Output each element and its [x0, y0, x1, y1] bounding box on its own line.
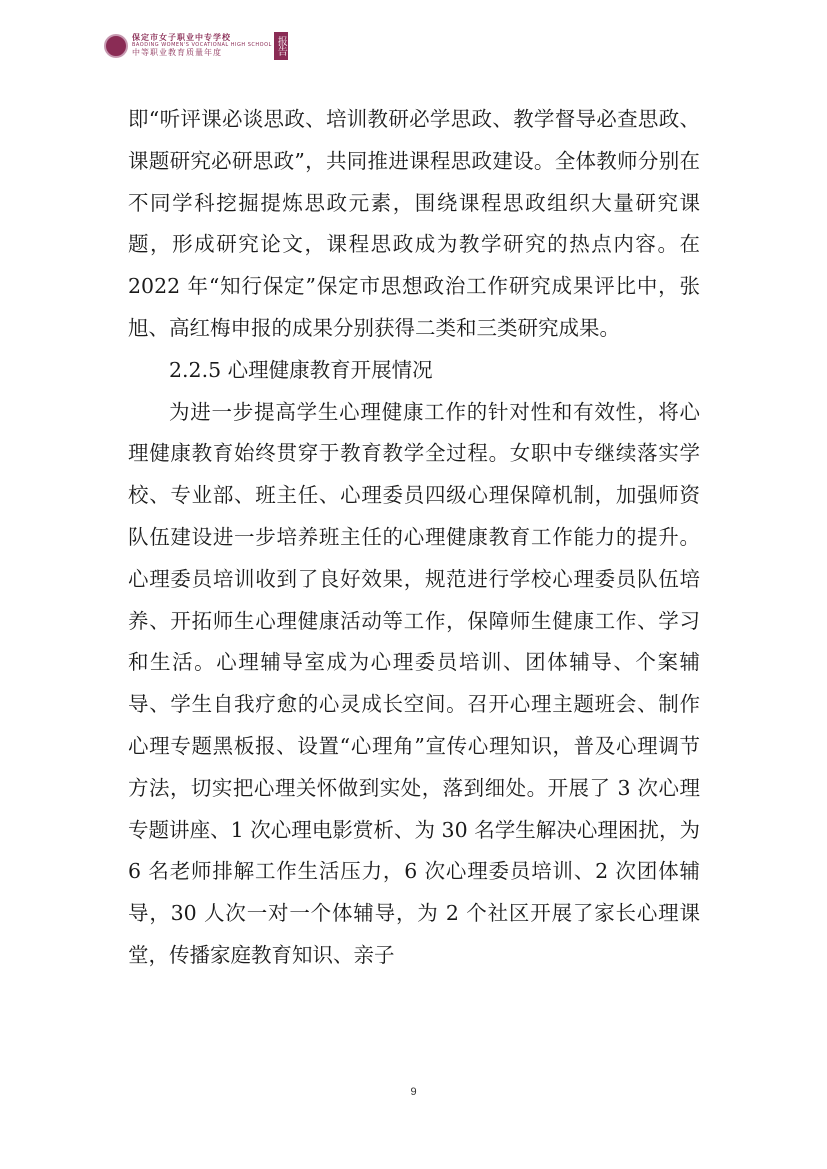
- section-heading: 2.2.5 心理健康教育开展情况: [169, 357, 433, 382]
- school-emblem-icon: [104, 34, 128, 58]
- school-logo-text: [132, 34, 272, 57]
- document-body: [128, 99, 700, 977]
- paragraph-mental-health: 为进一步提高学生心理健康工作的针对性和有效性，将心理健康教育始终贯穿于教育教学全过程。女职中专继续落实学校、专业部、班主任、心理委员四级心理保障机制，加强师资队伍建设进一步培养班主任的心理健康教育工作能力的提升。心理委员培训收到了良好效果，规范进行学校心理委员队伍培养、开拓师生心理健康活动等工作，保障师生健康工作、学习和生活。心理辅导室成为心理委员培训、团体辅导、个案辅导、学生自我疗愈的心灵成长空间。召开心理主题班会、制作心理专题黑板报、设置“心理角”宣传心理知识，普及心理调节方法，切实把心理关怀做到实处，落到细处。开展了 3 次心理专题讲座、1 次心理电影赏析、为 30 名学生解决心理困扰，为 6 名老师排解工作生活压力，6 次心理委员培训、2 次团体辅导，30 人次一对一个体辅导，为 2 个社区开展了家长心理课堂，传播家庭教育知识、亲子: [128, 399, 700, 967]
- report-badge: 报告: [274, 32, 288, 60]
- paragraph-curriculum-ideology: 即“听评课必谈思政、培训教研必学思政、教学督导必查思政、课题研究必研思政”，共同推进课程思政建设。全体教师分别在不同学科挖掘提炼思政元素，围绕课程思政组织大量研究课题，形成研究论文，课程思政成为教学研究的热点内容。在 2022 年“知行保定”保定市思想政治工作研究成果评比中，张旭、高红梅申报的成果分别获得二类和三类研究成果。: [128, 107, 700, 340]
- report-subtitle: 中等职业教育质量年度: [132, 47, 222, 57]
- report-header: [104, 28, 288, 64]
- school-name: 保定市女子职业中专学校: [132, 33, 231, 43]
- school-name-english: BAODING WOMEN'S VOCATIONAL HIGH SCHOOL: [132, 42, 272, 49]
- page-number: 9: [410, 1086, 417, 1098]
